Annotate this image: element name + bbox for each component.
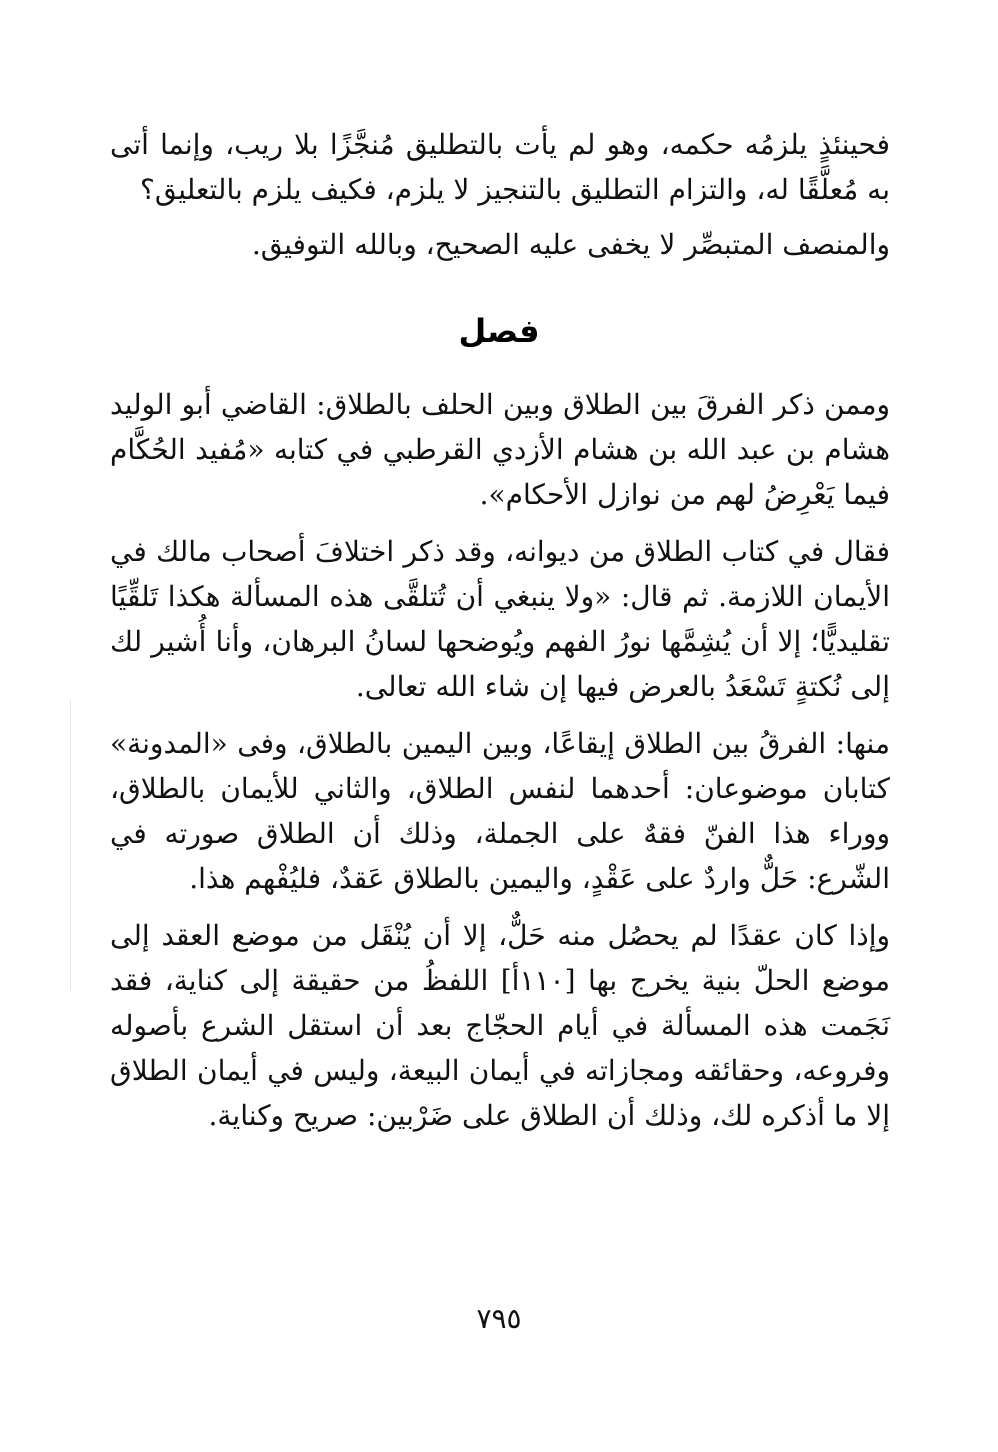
section-heading: فصل <box>458 312 540 350</box>
paragraph-3: منها: الفرقُ بين الطلاق إيقاعًا، وبين اليمين بالطلاق، وفى «المدونة» كتابان موضوعان: أحدهما لنفس الطلاق، والثاني للأيمان بالطلاق، ووراء هذا الفنّ فقهٌ على الجملة، وذلك أن الطلاق صورته في الشّرع: حَلٌّ واردٌ على عَقْدٍ، واليمين بالطلاق عَقدٌ، فليُفْهم هذا. <box>110 727 890 895</box>
paragraph-continuation: فحينئذٍ يلزمُه حكمه، وهو لم يأت بالتطليق مُنجَّزًا بلا ريب، وإنما أتى به مُعلَّقًا له، والتزام التطليق بالتنجيز لا يلزم، فكيف يلزم بالتعليق؟ <box>110 128 890 206</box>
scan-artifact-line <box>70 700 71 990</box>
main-text-block <box>110 382 890 1138</box>
page-number: ٧٩٥ <box>476 1302 522 1335</box>
top-text-block <box>110 122 890 267</box>
paragraph-1: وممن ذكر الفرقَ بين الطلاق وبين الحلف بالطلاق: القاضي أبو الوليد هشام بن عبد الله بن هشام الأزدي القرطبي في كتابه «مُفيد الحُكَّام فيما يَعْرِضُ لهم من نوازل الأحكام». <box>110 388 890 511</box>
paragraph-2: فقال في كتاب الطلاق من ديوانه، وقد ذكر اختلافَ أصحاب مالك في الأيمان اللازمة. ثم قال: «ولا ينبغي أن تُتلقَّى هذه المسألة هكذا تَلقِّيًا تقليديًّا؛ إلا أن يُشِمَّها نورُ الفهم ويُوضحها لسانُ البرهان، وأنا أُشير لك إلى نُكتةٍ تَسْعَدُ بالعرض فيها إن شاء الله تعالى. <box>110 535 890 703</box>
paragraph-4: وإذا كان عقدًا لم يحصُل منه حَلٌّ، إلا أن يُنْقَل من موضع العقد إلى موضع الحلّ بنية يخرج بها [١١٠أ] اللفظُ من حقيقة إلى كناية، فقد نَجَمت هذه المسألة في أيام الحجّاج بعد أن استقل الشرع بأصوله وفروعه، وحقائقه ومجازاته في أيمان البيعة، وليس في أيمان الطلاق إلا ما أذكره لك، وذلك أن الطلاق على ضَرْبين: صريح وكناية. <box>110 919 890 1132</box>
paragraph-closing: والمنصف المتبصِّر لا يخفى عليه الصحيح، وبالله التوفيق. <box>251 228 890 261</box>
